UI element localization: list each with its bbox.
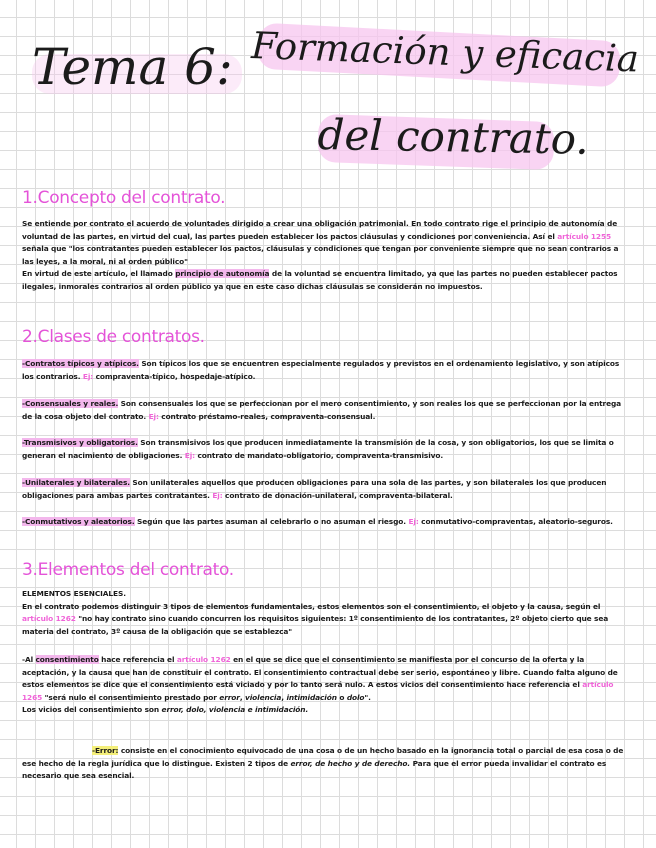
section1-heading: 1.Concepto del contrato. <box>22 188 226 208</box>
consentimiento-paragraph: -Al consentimiento hace referencia el artículo 1262 en el que se dice que el consentimiento se manifiesta por el concurso de la oferta y la aceptación, y la causa que han de constituir el contrato. El consentimiento contractual debe ser serio, espontáneo y libre. Cuando falta alguno de estos elementos se dice que el consentimiento está viciado y por lo tanto será nulo. A estos vicios del consentimiento hace referencia el artículo 1265 "será nulo el consentimiento prestado por error, violencia, intimidación o dolo". Los vicios del consentimiento son error, dolo, violencia e intimidación. <box>22 655 618 715</box>
title-line-3: del contrato. <box>317 110 590 164</box>
section3-intro: ELEMENTOS ESENCIALES. En el contrato podemos distinguir 3 tipos de elementos fundamentales, estos elementos son el consentimiento, el objeto y la causa, según el artículo 1262 "no hay contrato sino cuando concurren los requisitos siguientes: 1º consentimiento de los contratantes, 2º objeto cierto que sea materia del contrato, 3º causa de la obligación que se establezca" <box>22 589 609 636</box>
clase-item-5: -Conmutativos y aleatorios. Según que las partes asuman al celebrarlo o no asuman el riesgo. Ej: conmutativo-compraventas, aleatorio-seguros. <box>22 517 613 526</box>
title-line-1: Tema 6: <box>32 38 233 96</box>
section3-heading: 3.Elementos del contrato. <box>22 560 234 580</box>
principio-autonomia-highlight: principio de autonomía <box>175 269 270 279</box>
section1-paragraph: Se entiende por contrato el acuerdo de voluntades dirigido a crear una obligación patrimonial. En todo contrato rige el principio de autonomía de voluntad de las partes, en virtud del cual, las partes pueden establecer los pactos cláusulas y condiciones por conveniencia. Así el artículo 1255 señala que "los contratantes pueden establecer los pactos, cláusulas y condiciones que tengan por conveniente siempre que no sean contrarios a las leyes, a la moral, ni al orden público" En virtud de este artículo, el llamado principio de autonomía de la voluntad se encuentra limitado, ya que las partes no pueden establecer pactos ilegales, inmorales contrarios al orden público ya que en este caso dichas cláusulas se considerán no impuestos. <box>22 219 619 291</box>
elementos-esenciales-subheading: ELEMENTOS ESENCIALES. <box>22 589 126 598</box>
section2-heading: 2.Clases de contratos. <box>22 327 205 347</box>
error-paragraph: -Error: consiste en el conocimiento equivocado de una cosa o de un hecho basado en la ignorancia total o parcial de esa cosa o de ese hecho de la regla jurídica que lo distingue. Existen 2 tipos de error, de hecho y de derecho. Para que el error pueda invalidar el contrato es necesario que sea esencial. <box>22 746 624 781</box>
title-line-2: Formación y eficacia <box>250 24 640 81</box>
clase-item-4: -Unilaterales y bilaterales. Son unilaterales aquellos que producen obligaciones para una sola de las partes, y son bilaterales los que producen obligaciones para ambas partes contratantes. Ej: contrato de donación-unilateral, compraventa-bilateral. <box>22 478 607 500</box>
clase-item-3: -Transmisivos y obligatorios. Son transmisivos los que producen inmediatamente la transmisión de la cosa, y son obligatorios, los que se limita o generan el nacimiento de obligaciones. Ej: contrato de mandato-obligatorio, compraventa-transmisivo. <box>22 438 614 460</box>
clase-item-1: -Contratos típicos y atípicos. Son típicos los que se encuentren especialmente regulados y previstos en el ordenamiento legislativo, y son atípicos los contrarios. Ej: compraventa-típico, hospedaje-atípico. <box>22 359 620 381</box>
article-1262-ref: artículo 1262 <box>22 614 76 624</box>
article-1255-ref: artículo 1255 <box>557 231 612 241</box>
clase-item-2: -Consensuales y reales. Son consensuales los que se perfeccionan por el mero consentimiento, y son reales los que se perfeccionan por la entrega de la cosa objeto del contrato. Ej: contrato préstamo-reales, compraventa-consensual. <box>22 399 622 421</box>
error-highlight: -Error: <box>92 746 119 755</box>
